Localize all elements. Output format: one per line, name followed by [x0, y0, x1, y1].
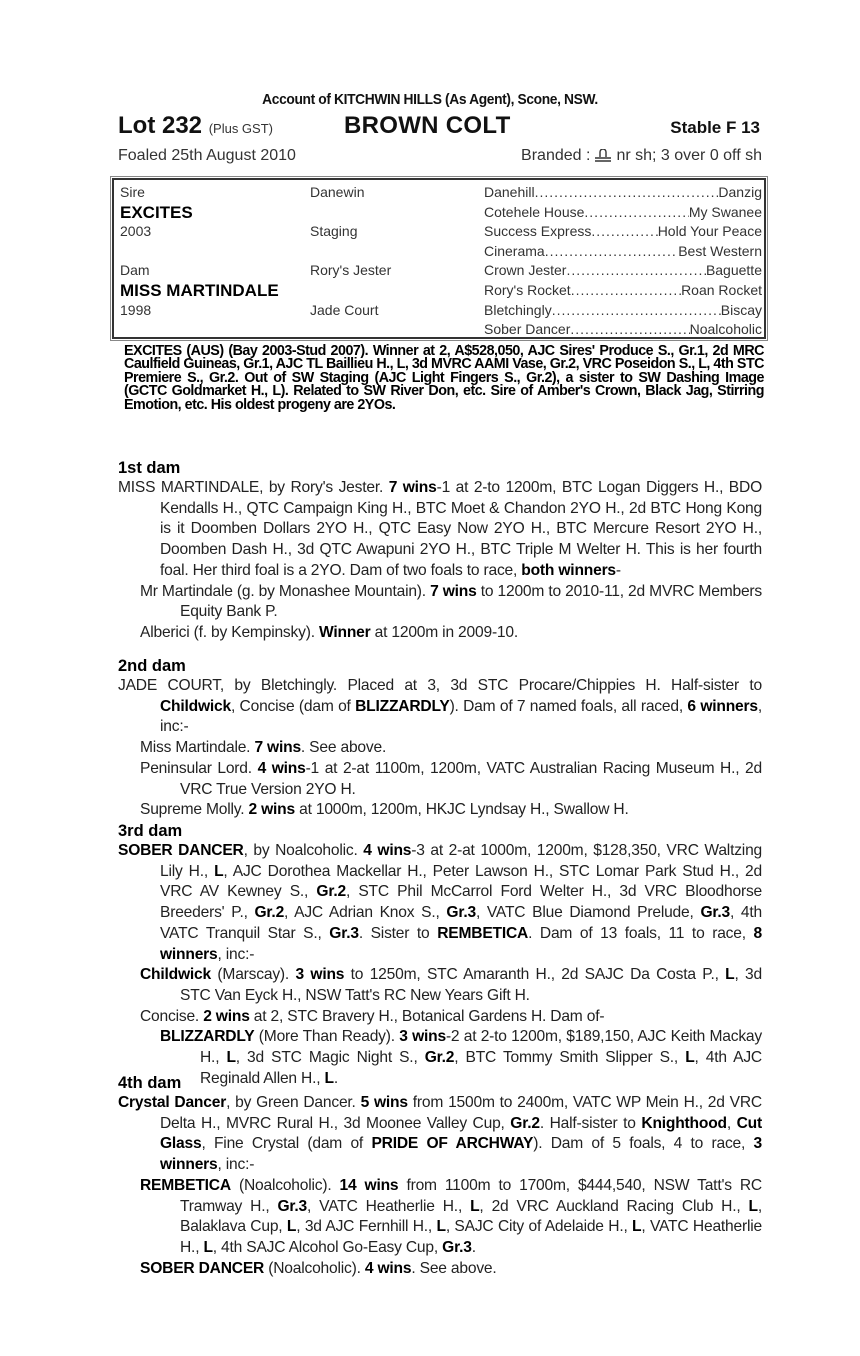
bold-text: Childwick — [160, 697, 231, 715]
bold-text: REMBETICA — [140, 1176, 231, 1194]
text: (Noalcoholic). — [264, 1259, 365, 1277]
bold-text: Gr.3 — [446, 904, 476, 922]
text: , by Green Dancer. — [226, 1094, 361, 1111]
text: - — [615, 561, 621, 579]
section-1st-dam — [118, 458, 762, 644]
bold-text: 3 wins — [295, 966, 345, 984]
pedigree-col3 — [484, 302, 762, 318]
text: , AJC Adrian Knox S., — [284, 904, 447, 922]
great-grandsire: My Swanee — [688, 203, 762, 220]
stable: Stable F 13 — [670, 118, 760, 137]
pedigree-col3 — [484, 243, 762, 259]
pedigree-col3 — [484, 184, 762, 200]
text: , 3d STC Van Eyck H., NSW Tatt's RC New Years Gift H. — [180, 966, 762, 1004]
bold-text: L — [748, 1197, 758, 1215]
branded — [521, 147, 762, 165]
bold-text: Gr.3 — [700, 904, 730, 922]
bold-text: L — [226, 1049, 236, 1067]
pedigree-row — [120, 302, 760, 321]
lot-title: BROWN COLT — [344, 112, 511, 139]
dot-leader — [552, 302, 721, 318]
text: (Marscay). — [210, 966, 296, 984]
lot-number — [118, 112, 273, 140]
pedigree-table — [112, 178, 766, 339]
grandsire: Sober Dancer — [484, 321, 571, 338]
brand-mark-icon — [594, 149, 612, 163]
grandsire: Rory's Rocket — [484, 282, 571, 298]
pedigree-col1: 2003 — [120, 223, 152, 240]
progeny-entry — [118, 1176, 762, 1259]
foaled-date: Foaled 25th August 2010 — [118, 147, 296, 164]
pedigree-col2: Danewin — [310, 184, 365, 200]
bold-text: Childwick — [140, 966, 211, 984]
pedigree-col1: 1998 — [120, 301, 152, 318]
bold-text: Knighthood — [641, 1114, 727, 1132]
text: . Sister to — [358, 924, 438, 942]
lot-label: Lot 232 — [118, 112, 203, 139]
bold-text: 7 wins — [254, 739, 301, 757]
great-grandsire: Biscay — [720, 301, 762, 318]
great-grandsire: Best Western — [678, 242, 762, 259]
dot-leader — [571, 282, 681, 298]
pedigree-row — [120, 184, 760, 203]
vendor-account: Account of KITCHWIN HILLS (As Agent), Scone, NSW. — [262, 91, 598, 108]
text: , VATC Blue Diamond Prelude, — [475, 904, 701, 922]
pedigree-col1: Sire — [120, 184, 145, 200]
text: from 1500m to 2400m, VATC WP Mein H., 2d VRC Delta H., MVRC Rural H., 3d Moonee Valley Cup, — [160, 1094, 762, 1132]
text: , VATC Heatherlie H., — [180, 1218, 762, 1256]
dot-leader — [545, 243, 679, 259]
text: , inc:- — [217, 1156, 255, 1174]
bold-text: L — [632, 1218, 642, 1236]
section-heading: 2nd dam — [118, 657, 186, 675]
text: , SAJC City of Adelaide H., — [445, 1218, 633, 1236]
grandsire: Cotehele House — [484, 203, 585, 220]
bold-text: Gr.2 — [424, 1049, 455, 1067]
text: , 4th SAJC Alcohol Go-Easy Cup, — [212, 1238, 443, 1256]
dot-leader — [535, 184, 719, 200]
pedigree-row — [120, 321, 760, 340]
pedigree-col3 — [484, 262, 762, 278]
bold-text: Winner — [318, 623, 371, 641]
great-grandsire: Noalcoholic — [689, 321, 762, 338]
pedigree-col2: Jade Court — [310, 301, 379, 318]
pedigree-col3 — [484, 204, 762, 220]
sire-summary: EXCITES (AUS) (Bay 2003-Stud 2007). Winner at 2, A$528,050, AJC Sires' Produce S., Gr.1, 2d MRC Caulfield Guineas, Gr.1, AJC TL Baillieu H., L, 3d MVRC AAMI Vase, Gr.2, VRC Poseidon S., L, 4th STC Premiere S., Gr.2. Out of SW Staging (AJC Light Fingers S., Gr.2), a sister to SW Dashing Image (GCTC Goldmarket H., L). Related to SW River Don, etc. Sire of Amber's Crown, Black Jag, Stirring Emotion, etc. His oldest progeny are 2YOs. — [124, 343, 764, 413]
grandsire: Crown Jester — [484, 262, 567, 279]
bold-text: L — [324, 1069, 334, 1087]
text: , VATC Heatherlie H., — [307, 1197, 471, 1215]
text: , Concise (dam of — [230, 697, 356, 715]
dam-entry — [118, 676, 762, 738]
bold-text: 2 wins — [248, 801, 295, 819]
bold-text: BLIZZARDLY — [355, 697, 450, 715]
text: ). Dam of 7 named foals, all raced, — [449, 697, 688, 715]
text: , 3d STC Magic Night S., — [235, 1049, 425, 1067]
text: , AJC Dorothea Mackellar H., Peter Lawson H., STC Lomar Park Stud H., 2d VRC AV Kewney S., — [160, 862, 762, 901]
pedigree-col3 — [484, 282, 762, 298]
bold-text: 3 winners — [160, 1135, 763, 1174]
text: from 1100m to 1700m, $444,540, NSW Tatt's RC Tramway H., — [180, 1176, 762, 1215]
bold-text: REMBETICA — [437, 924, 529, 942]
bold-text: SOBER DANCER — [118, 842, 244, 859]
bold-text: L — [725, 966, 735, 984]
text: , 4th AJC Reginald Allen H., — [200, 1049, 762, 1087]
text: , inc:- — [160, 697, 762, 736]
progeny-entry — [118, 759, 762, 800]
bold-text: Gr.2 — [510, 1114, 540, 1132]
progeny-entry — [118, 1259, 762, 1280]
text: Alberici (f. by Kempinsky). — [140, 623, 319, 641]
pedigree-row — [120, 282, 760, 301]
bold-text: L — [286, 1218, 297, 1236]
text: Concise. — [140, 1007, 204, 1025]
bold-text: 2 wins — [203, 1007, 250, 1025]
dot-leader — [584, 204, 688, 220]
grandsire: Bletchingly — [484, 301, 552, 318]
text: at 1000m, 1200m, HKJC Lyndsay H., Swallow H. — [294, 801, 629, 819]
bold-text: 3 wins — [399, 1028, 446, 1046]
dot-leader — [566, 262, 705, 278]
bold-text: 6 winners — [687, 697, 758, 715]
grandsire: Success Express — [484, 223, 592, 240]
text: , 3d AJC Fernhill H., — [296, 1218, 437, 1236]
bold-text: 5 wins — [360, 1094, 408, 1111]
branded-text: nr sh; 3 over 0 off sh — [616, 147, 762, 164]
dot-leader — [591, 223, 657, 239]
dam-entry — [118, 841, 762, 965]
bold-text: 4 wins — [363, 842, 412, 859]
text: , by Noalcoholic. — [243, 842, 364, 859]
bold-text: L — [685, 1049, 695, 1067]
pedigree-col2: Staging — [310, 223, 358, 240]
text: to 1250m, STC Amaranth H., 2d SAJC Da Costa P., — [344, 966, 726, 984]
text: at 2, STC Bravery H., Botanical Gardens H. Dam of- — [249, 1007, 605, 1025]
dam-entry — [118, 478, 762, 582]
bold-text: SOBER DANCER — [140, 1259, 265, 1277]
bold-text: PRIDE OF ARCHWAY — [371, 1135, 534, 1153]
plus-gst: (Plus GST) — [208, 121, 273, 136]
pedigree-col1: MISS MARTINDALE — [120, 281, 279, 300]
dot-leader — [570, 321, 689, 337]
text: at 1200m in 2009-10. — [370, 623, 519, 641]
pedigree-row — [120, 243, 760, 262]
great-grandsire: Baguette — [705, 262, 762, 279]
great-grandsire: Hold Your Peace — [657, 223, 762, 240]
pedigree-col3 — [484, 223, 762, 239]
progeny-entry — [118, 965, 762, 1006]
dam-entry — [118, 1093, 762, 1176]
pedigree-col1: Dam — [120, 262, 150, 279]
text: , BTC Tommy Smith Slipper S., — [454, 1049, 686, 1067]
section-heading: 3rd dam — [118, 822, 183, 840]
text: , STC Phil McCarrol Ford Welter H., 3d VRC Bloodhorse Breeders' P., — [160, 883, 763, 922]
bold-text: Gr.3 — [329, 924, 359, 942]
text: to 1200m to 2010-11, 2d MVRC Members Equity Bank P. — [180, 582, 763, 621]
text: MISS MARTINDALE, by Rory's Jester. — [118, 479, 389, 496]
bold-text: Gr.3 — [277, 1197, 308, 1215]
text: (Noalcoholic). — [230, 1176, 340, 1194]
text: , — [726, 1114, 737, 1132]
branded-label: Branded : — [521, 147, 591, 164]
bold-text: 14 wins — [339, 1176, 399, 1194]
section-4th-dam — [118, 1073, 762, 1279]
progeny-entry — [118, 738, 762, 759]
text: . — [471, 1238, 476, 1256]
pedigree-col3 — [484, 321, 762, 337]
text: ). Dam of 5 foals, 4 to race, — [533, 1135, 754, 1153]
section-3rd-dam — [118, 821, 762, 1089]
bold-text: 4 wins — [257, 759, 306, 777]
text: , 4th VATC Tranquil Star S., — [160, 904, 762, 942]
bold-text: 8 winners — [160, 924, 763, 963]
bold-text: L — [214, 862, 224, 880]
text: Peninsular Lord. — [140, 759, 258, 777]
bold-text: Crystal Dancer — [118, 1094, 227, 1111]
bold-text: Gr.3 — [442, 1238, 472, 1256]
pedigree-col1: EXCITES — [120, 202, 193, 222]
progeny-entry — [118, 623, 762, 644]
bold-text: both winners — [521, 561, 616, 579]
text: , inc:- — [217, 945, 255, 963]
progeny-entry — [118, 1007, 762, 1028]
text: Miss Martindale. — [140, 739, 255, 757]
bold-text: L — [470, 1197, 480, 1215]
bold-text: L — [436, 1218, 446, 1236]
great-grandsire: Roan Rocket — [681, 282, 762, 298]
bold-text: BLIZZARDLY — [160, 1028, 255, 1046]
text: JADE COURT, by Bletchingly. Placed at 3, 3d STC Procare/Chippies H. Half-sister to — [118, 677, 762, 694]
bold-text: L — [203, 1238, 213, 1256]
text: Supreme Molly. — [140, 801, 249, 819]
progeny-entry — [118, 800, 762, 821]
grandsire: Danehill — [484, 184, 535, 200]
section-2nd-dam — [118, 656, 762, 821]
bold-text: Gr.2 — [316, 883, 346, 901]
progeny-entry — [118, 582, 762, 623]
great-grandsire: Danzig — [718, 184, 762, 200]
section-heading: 4th dam — [118, 1074, 182, 1092]
pedigree-col2: Rory's Jester — [310, 262, 392, 279]
text: . Dam of 13 foals, 11 to race, — [528, 924, 754, 942]
text: (More Than Ready). — [254, 1028, 400, 1046]
text: . See above. — [300, 739, 387, 757]
bold-text: 7 wins — [430, 582, 477, 600]
text: Mr Martindale (g. by Monashee Mountain). — [140, 582, 431, 600]
pedigree-row — [120, 204, 760, 223]
section-heading: 1st dam — [118, 459, 181, 477]
pedigree-row — [120, 262, 760, 281]
text: -1 at 2-to 1200m, BTC Logan Diggers H., BDO Kendalls H., QTC Campaign King H., BTC Moet & Chandon 2YO H., 2d BTC Hong Kong is it Doomben Dollars 2YO H., QTC Easy Now 2YO H., BTC Mercure Resort 2YO H., Doomben Dash H., 3d QTC Awapuni 2YO H., BTC Triple M Welter H. This is her fourth foal. Her third foal is a 2YO. Dam of two foals to race, — [160, 479, 762, 579]
text: -2 at 2-to 1200m, $189,150, AJC Keith Mackay H., — [200, 1028, 762, 1067]
grandsire: Cinerama — [484, 242, 545, 259]
text: . Half-sister to — [539, 1114, 642, 1132]
lot-header — [118, 112, 762, 142]
text: , Balaklava Cup, — [180, 1197, 762, 1236]
bold-text: Gr.2 — [254, 904, 285, 922]
text: -1 at 2-at 1100m, 1200m, VATC Australian Racing Museum H., 2d VRC True Version 2YO H. — [180, 759, 762, 798]
text: . — [333, 1069, 338, 1087]
bold-text: 4 wins — [364, 1259, 412, 1277]
text: -3 at 2-at 1000m, 1200m, $128,350, VRC Waltzing Lily H., — [160, 842, 763, 880]
bold-text: 7 wins — [388, 479, 437, 496]
text: , Fine Crystal (dam of — [201, 1135, 372, 1153]
text: , 2d VRC Auckland Racing Club H., — [479, 1197, 749, 1215]
bold-text: Cut Glass — [160, 1114, 762, 1153]
text: . See above. — [411, 1259, 497, 1277]
pedigree-row — [120, 223, 760, 242]
